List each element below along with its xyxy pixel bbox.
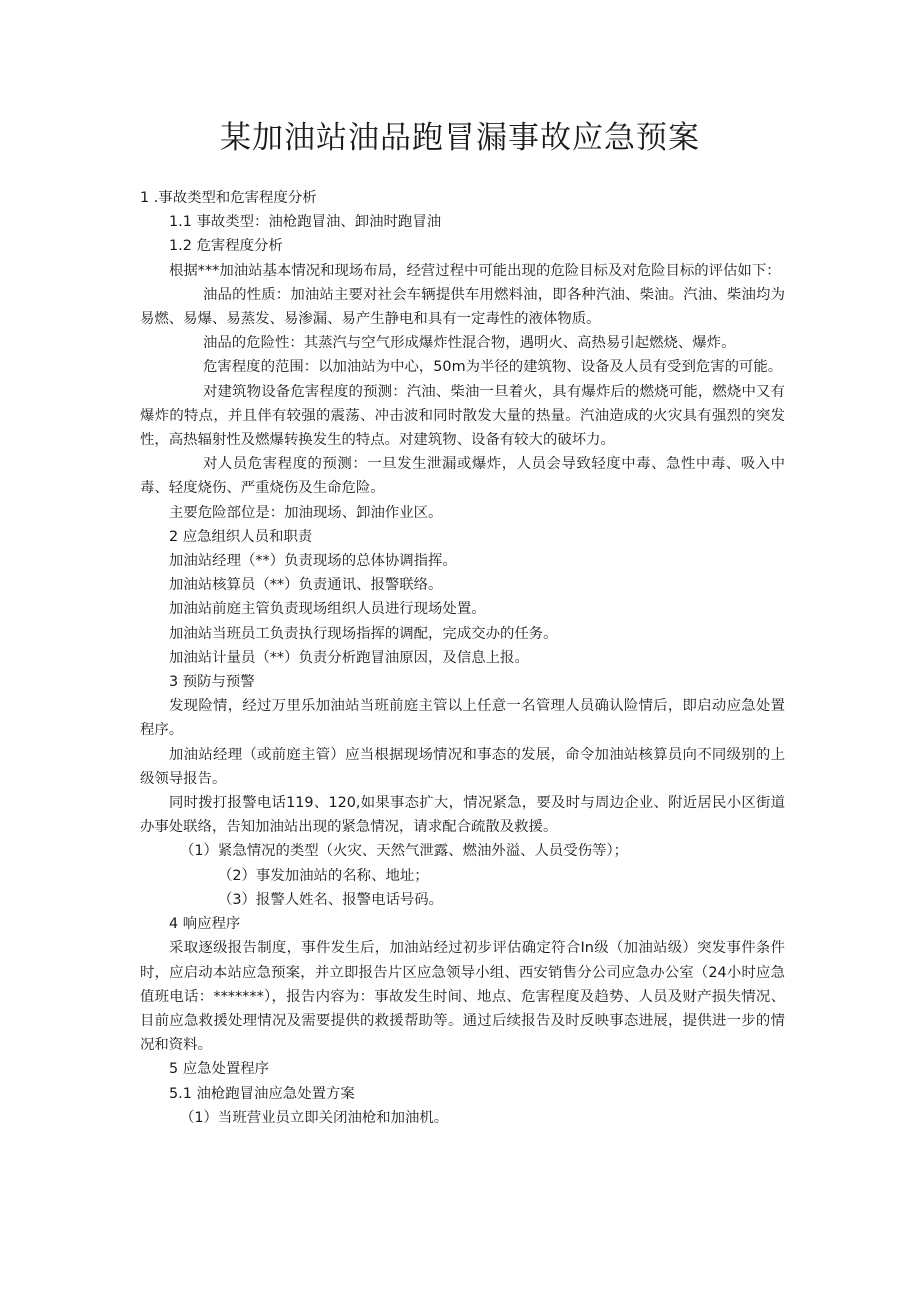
paragraph: 加油站计量员（**）负责分析跑冒油原因，及信息上报。 [169, 649, 529, 666]
paragraph: 危害程度的范围：以加油站为中心，50m为半径的建筑物、设备及人员有受到危害的可能。 [203, 359, 783, 376]
paragraph: 根据***加油站基本情况和现场布局，经营过程中可能出现的危险目标及对危险目标的评估如下： [169, 262, 781, 279]
paragraph: 对建筑物设备危害程度的预测：汽油、柴油一旦着火，具有爆炸后的燃烧可能，燃烧中又有爆炸的特点，并且伴有较强的震荡、冲击波和同时散发大量的热量。汽油造成的火灾具有强烈的突发性，高热辐射性及燃爆转换发生的特点。对建筑物、设备有较大的破坏力。 [140, 383, 785, 449]
document-title: 某加油站油品跑冒漏事故应急预案 [220, 120, 700, 156]
paragraph: 油品的性质：加油站主要对社会车辆提供车用燃料油，即各种汽油、柴油。汽油、柴油均为易燃、易爆、易蒸发、易渗漏、易产生静电和具有一定毒性的液体物质。 [140, 286, 785, 328]
paragraph: 主要危险部位是：加油现场、卸油作业区。 [169, 504, 443, 521]
section-heading-1: 1 .事故类型和危害程度分析 [140, 190, 317, 206]
subsection-heading-1-2: 1.2 危害程度分析 [169, 238, 283, 255]
section-heading-2: 2 应急组织人员和职责 [169, 528, 313, 545]
paragraph: 采取逐级报告制度，事件发生后，加油站经过初步评估确定符合In级（加油站级）突发事件条件时，应启动本站应急预案，并立即报告片区应急领导小组、西安销售分公司应急办公室（24小时应急值班电话：*******），报告内容为：事故发生时间、地点、危害程度及趋势、人员及财产损失情况、目前应急救援处理情况及需要提供的救援帮助等。通过后续报告及时反映事态进展，提供进一步的情况和资料。 [140, 940, 785, 1054]
section-heading-4: 4 响应程序 [169, 916, 241, 933]
paragraph: 油品的危险性：其蒸汽与空气形成爆炸性混合物，遇明火、高热易引起燃烧、爆炸。 [203, 335, 736, 352]
paragraph: 加油站核算员（**）负责通讯、报警联络。 [169, 577, 443, 594]
paragraph: 对人员危害程度的预测：一旦发生泄漏或爆炸，人员会导致轻度中毒、急性中毒、吸入中毒、轻度烧伤、严重烧伤及生命危险。 [140, 456, 785, 497]
subsection-heading-1-1: 1.1 事故类型：油枪跑冒油、卸油时跑冒油 [169, 214, 442, 231]
paragraph: 加油站经理（**）负责现场的总体协调指挥。 [169, 553, 457, 570]
paragraph: 加油站当班员工负责执行现场指挥的调配，完成交办的任务。 [169, 625, 558, 642]
paragraph: 发现险情，经过万里乐加油站当班前庭主管以上任意一名管理人员确认险情后，即启动应急处置程序。 [140, 698, 785, 739]
paragraph: 同时拨打报警电话119、120,如果事态扩大，情况紧急，要及时与周边企业、附近居民小区街道办事处联络，告知加油站出现的紧急情况，请求配合疏散及救援。 [140, 795, 785, 836]
paragraph: 加油站经理（或前庭主管）应当根据现场情况和事态的发展，命令加油站核算员向不同级别的上级领导报告。 [140, 746, 785, 787]
list-item: （1）紧急情况的类型（火灾、天然气泄露、燃油外溢、人员受伤等）； [180, 843, 629, 860]
paragraph: 加油站前庭主管负责现场组织人员进行现场处置。 [169, 601, 486, 618]
list-item: （2）事发加油站的名称、地址； [218, 867, 429, 884]
list-item: （3）报警人姓名、报警电话号码。 [218, 891, 444, 908]
section-heading-3: 3 预防与预警 [169, 674, 255, 691]
subsection-heading-5-1: 5.1 油枪跑冒油应急处置方案 [169, 1085, 355, 1102]
document-body [140, 186, 785, 1130]
list-item: （1）当班营业员立即关闭油枪和加油机。 [180, 1109, 449, 1126]
section-heading-5: 5 应急处置程序 [169, 1061, 270, 1078]
